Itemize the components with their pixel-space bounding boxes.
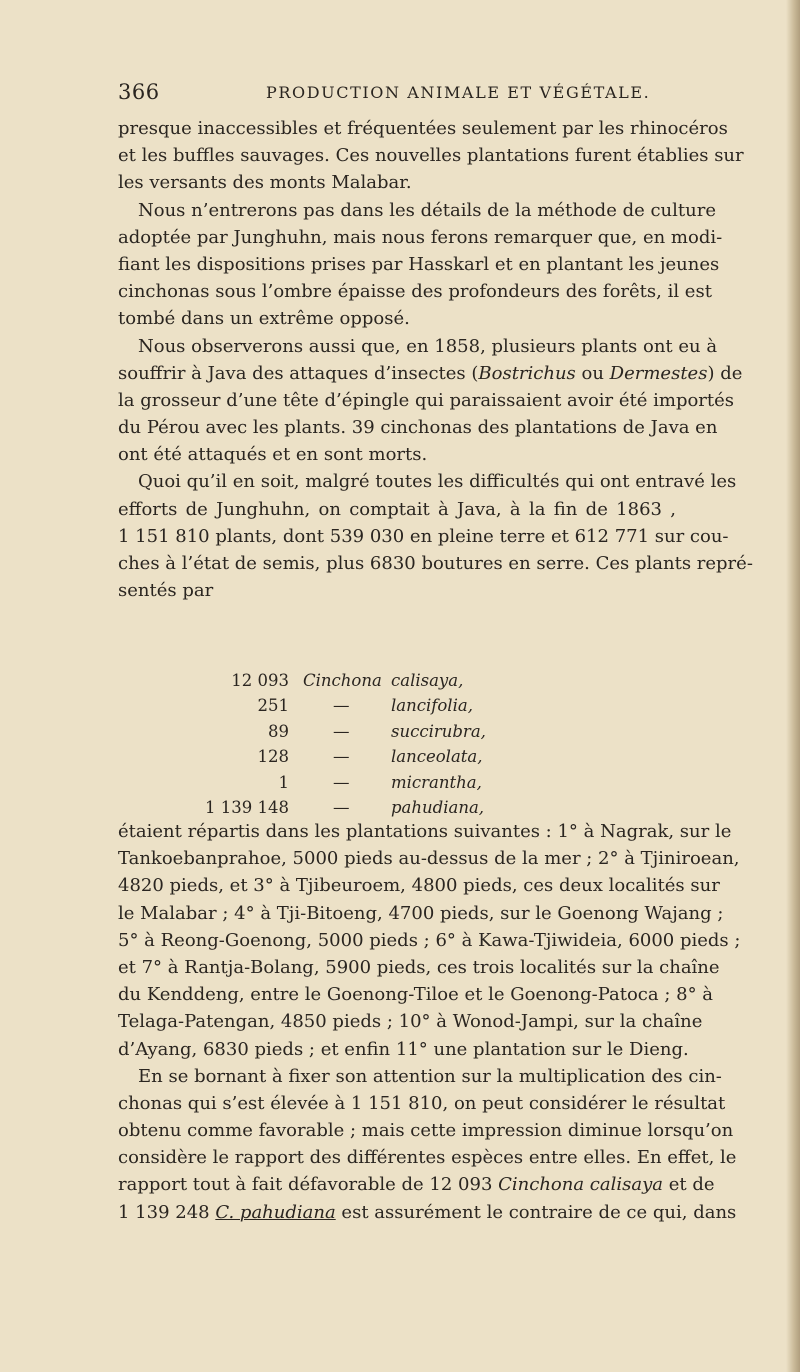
text-fragment: 1 139 248 [118,1201,216,1223]
ditto-dash: — [333,747,350,767]
text-line: ont été attaqués et en sont morts. [118,444,428,466]
species-row [237,770,557,795]
text-line: adoptée par Junghuhn, mais nous ferons remarquer que, en modi- [118,226,723,248]
text-line: considère le rapport des différentes espèces entre elles. En effet, le [118,1147,737,1169]
page-number: 366 [118,80,160,104]
species-name: C. pahudiana [215,1201,336,1223]
text-line: du Pérou avec les plants. 39 cinchonas des plantations de Java en [118,417,718,439]
species-table [205,668,557,820]
species-epithet: calisaya, [391,671,464,690]
text-line: sentés par [118,580,214,602]
genus-name: Cinchona [303,671,382,690]
text-line: la grosseur d’une tête d’épingle qui paraissaient avoir été importés [118,389,735,411]
plant-count: 128 [257,747,289,767]
body-text-upper [118,115,753,604]
text-line: obtenu comme favorable ; mais cette impression diminue lorsqu’on [118,1120,734,1142]
text-line: tombé dans un extrême opposé. [118,308,410,330]
species-epithet: succirubra, [391,721,486,741]
species-epithet: micrantha, [391,772,482,792]
text-line [118,1171,715,1198]
text-line [118,1199,737,1226]
text-line: du Kenddeng, entre le Goenong-Tiloe et le Goenong-Patoca ; 8° à [118,984,714,1006]
text-line: et les buffles sauvages. Ces nouvelles plantations furent établies sur [118,145,744,167]
text-line: cinchonas sous l’ombre épaisse des profondeurs des forêts, il est [118,281,712,303]
text-line: Tankoebanprahoe, 5000 pieds au-dessus de la mer ; 2° à Tjiniroean, [118,848,740,870]
text-fragment: rapport tout à fait défavorable de 12 093 [118,1174,499,1196]
text-line: étaient répartis dans les plantations suivantes : 1° à Nagrak, sur le [118,821,732,842]
text-line: 1 151 810 plants, dont 539 030 en pleine terre et 612 771 sur cou- [118,525,729,547]
text-line: chonas qui s’est élevée à 1 151 810, on peut considérer le résultat [118,1092,726,1114]
insect-name: Bostrichus [478,362,576,384]
body-text-lower [118,818,741,1226]
ditto-dash: — [333,721,350,741]
text-line: et 7° à Rantja-Bolang, 5900 pieds, ces trois localités sur la chaîne [118,956,720,978]
species-row [237,693,557,718]
text-line: les versants des monts Malabar. [118,172,412,194]
text-fragment: ou [575,362,610,384]
species-epithet: lancifolia, [391,696,473,716]
text-line: le Malabar ; 4° à Tji-Bitoeng, 4700 pieds, sur le Goenong Wajang ; [118,902,724,924]
species-row [237,719,557,744]
species-row [205,795,557,820]
text-line: Nous observerons aussi que, en 1858, plusieurs plants ont eu à [138,335,718,357]
page-header [118,80,678,106]
text-line: ches à l’état de semis, plus 6830 boutures en serre. Ces plants repré- [118,553,753,574]
plant-count: 1 139 148 [205,797,289,817]
species-row [231,668,557,693]
text-fragment: ) de [707,362,743,384]
ditto-dash: — [333,797,350,817]
plant-count: 251 [257,696,289,716]
text-line: presque inaccessibles et fréquentées seulement par les rhinocéros [118,118,728,139]
text-fragment: souffrir à Java des attaques d’insectes ( [118,362,479,384]
species-row [237,744,557,769]
plant-count: 89 [268,721,289,741]
species-epithet: lanceolata, [391,747,483,767]
text-line: En se bornant à fixer son attention sur la multiplication des cin- [138,1065,722,1087]
species-name: Cinchona calisaya [498,1174,663,1196]
running-title: PRODUCTION ANIMALE ET VÉGÉTALE. [266,83,651,102]
text-fragment: est assurément le contraire de ce qui, dans [335,1201,737,1223]
text-line: Telaga-Patengan, 4850 pieds ; 10° à Wonod-Jampi, sur la chaîne [118,1011,703,1033]
text-line: Quoi qu’il en soit, malgré toutes les difficultés qui ont entravé les [138,471,737,493]
text-line: 4820 pieds, et 3° à Tjibeuroem, 4800 pieds, ces deux localités sur [118,875,720,897]
species-epithet: pahudiana, [391,797,485,817]
plant-count: 12 093 [231,671,289,690]
text-line: d’Ayang, 6830 pieds ; et enfin 11° une plantation sur le Dieng. [118,1038,689,1060]
ditto-dash: — [333,696,350,716]
ditto-dash: — [333,772,350,792]
text-line: Nous n’entrerons pas dans les détails de la méthode de culture [138,199,716,221]
text-line: fiant les dispositions prises par Hasskarl et en plantant les jeunes [118,253,720,275]
plant-count: 1 [278,772,289,792]
text-line [118,360,743,387]
page-edge-shadow [786,0,800,1372]
text-line: efforts de Junghuhn, on comptait à Java, à la fin de 1863 , [118,498,676,520]
text-fragment: et de [663,1174,715,1196]
text-line: 5° à Reong-Goenong, 5000 pieds ; 6° à Kawa-Tjiwideia, 6000 pieds ; [118,929,741,951]
insect-name: Dermestes [609,362,708,384]
